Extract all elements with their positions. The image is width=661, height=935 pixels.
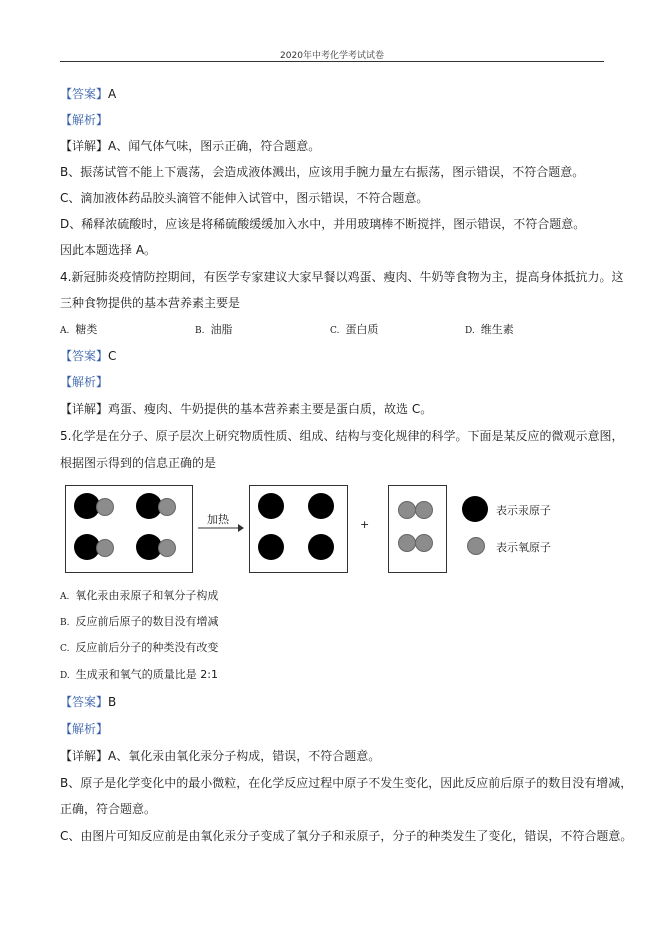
detail-5b-line1: B、原子是化学变化中的最小微粒，在化学反应过程中原子不发生变化，因此反应前后原子的数目没有增减， <box>60 776 633 790</box>
option-text: 生成汞和氧气的质量比是 2:1 <box>75 668 218 681</box>
detail-text: A、氧化汞由氧化汞分子构成，错误，不符合题意。 <box>108 749 381 763</box>
analysis-tag-3 <box>60 112 108 128</box>
reactant-box <box>65 485 193 573</box>
q4-option-c <box>330 322 378 339</box>
product-mercury-box <box>249 485 348 573</box>
option-text: 油脂 <box>210 323 233 336</box>
oxygen-atom <box>415 501 433 519</box>
legend-oxygen-text: 表示氧原子 <box>496 541 551 554</box>
q5-option-d <box>60 667 218 684</box>
reaction-arrow-icon <box>198 523 244 533</box>
option-text: 维生素 <box>480 323 514 336</box>
analysis-tag: 【解析】 <box>60 113 109 127</box>
option-text: 氧化汞由汞原子和氧分子构成 <box>75 589 219 602</box>
analysis-tag-5 <box>60 721 108 737</box>
answer-value: B <box>108 695 117 709</box>
legend-mercury-text: 表示汞原子 <box>496 504 551 517</box>
answer-5 <box>60 694 116 710</box>
option-key: D. <box>60 671 70 681</box>
option-key: C. <box>60 644 70 654</box>
analysis-tag-4 <box>60 374 108 390</box>
question-4-line2: 三种食物提供的基本营养素主要是 <box>60 296 241 310</box>
detail-3c: C、滴加液体药品胶头滴管不能伸入试管中，图示错误，不符合题意。 <box>60 191 429 205</box>
plus-sign: + <box>360 518 370 531</box>
question-5-line2: 根据图示得到的信息正确的是 <box>60 456 217 470</box>
detail-5c: C、由图片可知反应前是由氧化汞分子变成了氧分子和汞原子，分子的种类发生了变化，错误，不符合题意。 <box>60 829 633 843</box>
detail-tag: 【详解】 <box>60 402 109 416</box>
option-key: B. <box>60 618 70 628</box>
detail-tag: 【详解】 <box>60 139 109 153</box>
option-text: 蛋白质 <box>345 323 379 336</box>
oxygen-atom <box>158 498 176 516</box>
header-divider <box>60 61 604 62</box>
q4-option-b <box>195 322 232 339</box>
detail-text: A、闻气体气味，图示正确，符合题意。 <box>108 139 321 153</box>
product-oxygen-box <box>388 485 447 573</box>
legend-oxygen-atom <box>467 537 485 555</box>
option-text: 糖类 <box>75 323 98 336</box>
question-5-line1: 5.化学是在分子、原子层次上研究物质性质、组成、结构与变化规律的科学。下面是某反应的微观示意图， <box>60 429 624 443</box>
detail-5a <box>60 748 380 764</box>
answer-tag: 【答案】 <box>60 695 109 709</box>
analysis-tag: 【解析】 <box>60 722 109 736</box>
option-key: C. <box>330 326 340 336</box>
answer-value: A <box>108 87 117 101</box>
answer-tag: 【答案】 <box>60 349 109 363</box>
q5-option-c <box>60 640 218 657</box>
mercury-atom <box>308 493 334 519</box>
answer-value: C <box>108 349 117 363</box>
detail-5b-line2: 正确，符合题意。 <box>60 802 157 816</box>
question-4-line1: 4.新冠肺炎疫情防控期间，有医学专家建议大家早餐以鸡蛋、瘦肉、牛奶等食物为主，提高身体抵抗力。这 <box>60 270 624 284</box>
detail-3b: B、振荡试管不能上下震荡，会造成液体溅出，应该用手腕力量左右振荡，图示错误，不符合题意。 <box>60 165 585 179</box>
detail-4 <box>60 401 432 417</box>
oxygen-atom <box>398 501 416 519</box>
option-key: D. <box>465 326 475 336</box>
q5-option-a <box>60 588 218 605</box>
q5-option-b <box>60 614 218 631</box>
page-header: 2020年中考化学考试试卷 <box>280 51 384 61</box>
detail-3d: D、稀释浓硫酸时，应该是将稀硫酸缓缓加入水中，并用玻璃棒不断搅拌，图示错误，不符合题意。 <box>60 217 586 231</box>
detail-text: 鸡蛋、瘦肉、牛奶提供的基本营养素主要是蛋白质，故选 C。 <box>108 402 433 416</box>
heat-label: 加热 <box>207 513 229 526</box>
answer-4 <box>60 348 116 364</box>
q4-option-a <box>60 322 97 339</box>
oxygen-atom <box>398 534 416 552</box>
detail-3a <box>60 138 320 154</box>
legend-mercury-atom <box>462 496 488 522</box>
q4-option-d <box>465 322 514 339</box>
mercury-atom <box>258 493 284 519</box>
detail-tag: 【详解】 <box>60 749 109 763</box>
answer-3 <box>60 86 116 102</box>
option-text: 反应前后原子的数目没有增减 <box>75 615 219 628</box>
option-key: B. <box>195 326 205 336</box>
oxygen-atom <box>158 539 176 557</box>
option-text: 反应前后分子的种类没有改变 <box>75 641 219 654</box>
analysis-tag: 【解析】 <box>60 375 109 389</box>
mercury-atom <box>258 534 284 560</box>
oxygen-atom <box>96 539 114 557</box>
answer-tag: 【答案】 <box>60 87 109 101</box>
oxygen-atom <box>96 498 114 516</box>
oxygen-atom <box>415 534 433 552</box>
conclusion-3: 因此本题选择 A。 <box>60 243 157 257</box>
mercury-atom <box>308 534 334 560</box>
option-key: A. <box>60 592 70 602</box>
option-key: A. <box>60 326 70 336</box>
